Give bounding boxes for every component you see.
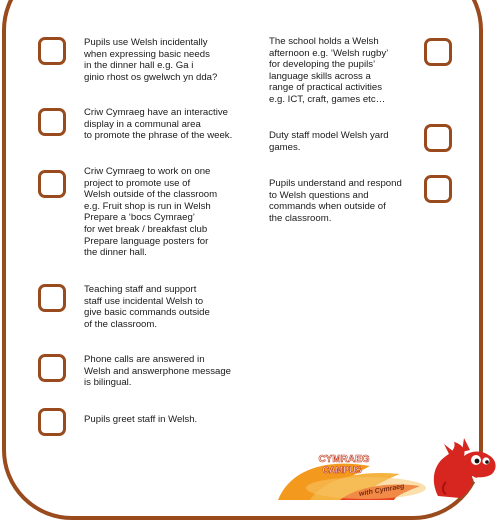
checkbox-teaching-staff[interactable] [38,284,66,312]
checkbox-yard-games[interactable] [424,124,452,152]
checkbox-welsh-afternoon[interactable] [424,38,452,66]
item-respond-welsh: Pupils understand and respond to Welsh questions and commands when outside of the classroom. [269,178,402,224]
checkbox-phone-calls[interactable] [38,354,66,382]
logo-tagline: with Cymraeg [358,483,405,498]
item-interactive-display: Criw Cymraeg have an interactive display in a communal area to promote the phrase of the week. [84,107,233,142]
logo-sub-text: CAMPUS [322,465,362,475]
item-welsh-project: Criw Cymraeg to work on one project to promote use of Welsh outside of the classroom e.g. Fruit shop is run in Welsh Prepare a ‘bocs Cymraeg’ for wet break / breakfast club Prepare language posters for the dinner hall. [84,166,218,259]
checkbox-respond-welsh[interactable] [424,175,452,203]
item-pupils-greet: Pupils greet staff in Welsh. [84,414,198,425]
checkbox-welsh-dinner-hall[interactable] [38,37,66,65]
checkbox-welsh-project[interactable] [38,170,66,198]
item-teaching-staff: Teaching staff and support staff use incidental Welsh to give basic commands outside of the classroom. [84,284,210,330]
item-yard-games: Duty staff model Welsh yard games. [269,130,389,153]
logo-main-text: CYMRAEG [318,454,370,465]
item-phone-calls: Phone calls are answered in Welsh and answerphone message is bilingual. [84,354,232,389]
item-welsh-dinner-hall: Pupils use Welsh incidentally when expressing basic needs in the dinner hall e.g. Ga i ginio rhost os gwelwch yn dda? [84,37,218,83]
item-welsh-afternoon: The school holds a Welsh afternoon e.g. ‘Welsh rugby’ for developing the pupils’ language skills across a range of practical activities e.g. ICT, craft, games etc… [269,36,389,105]
checkbox-pupils-greet[interactable] [38,408,66,436]
dragon-mascot [434,438,496,498]
checkbox-interactive-display[interactable] [38,108,66,136]
cymraeg-campus-logo [270,430,500,500]
